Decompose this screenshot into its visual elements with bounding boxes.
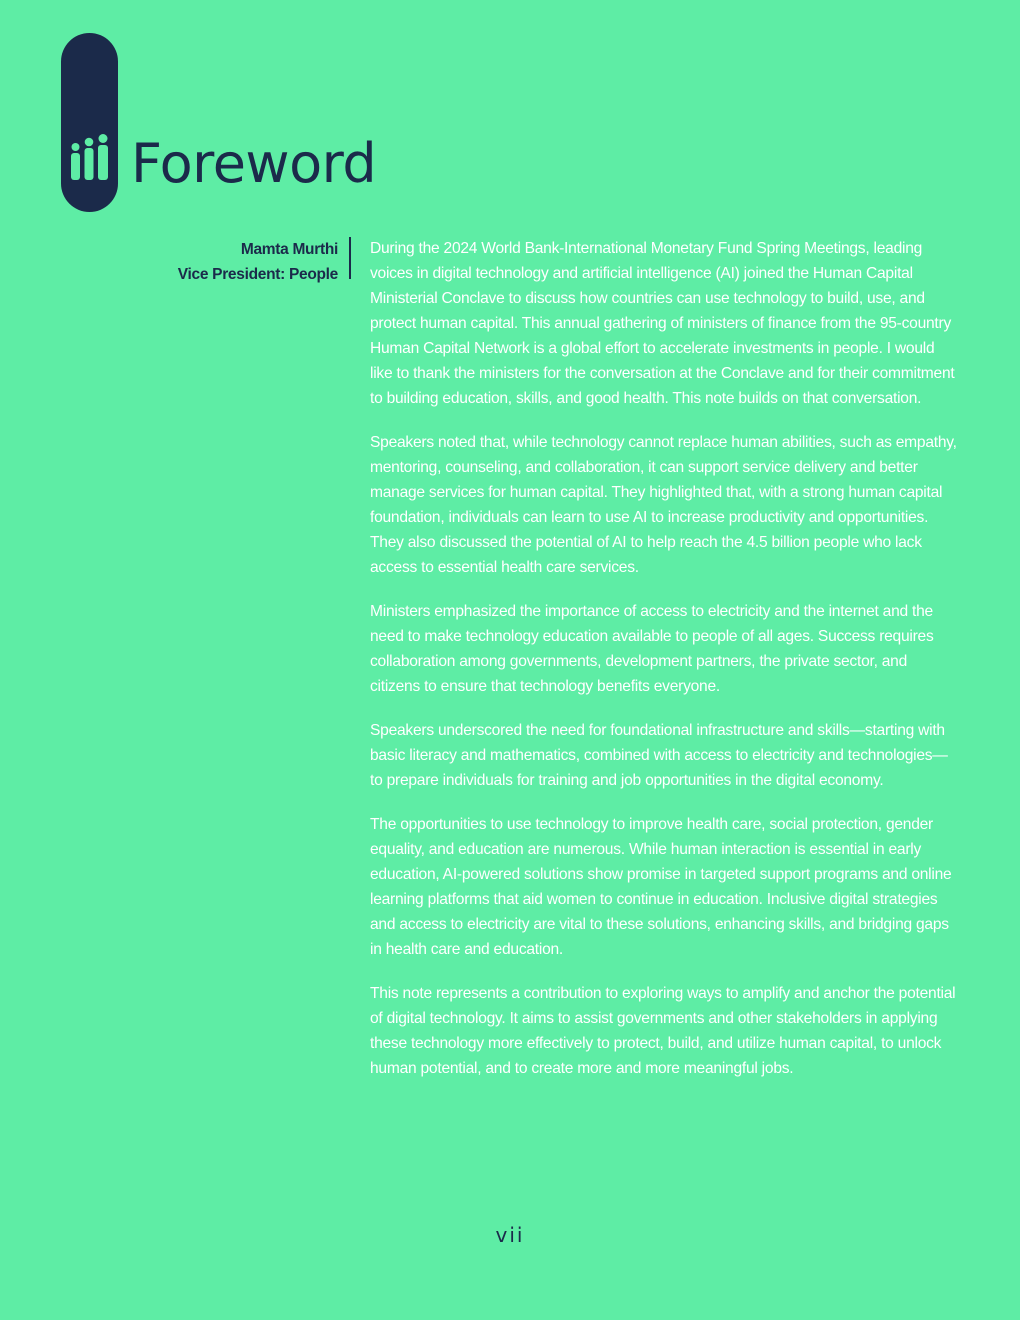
page-title: Foreword bbox=[131, 132, 377, 195]
author-block bbox=[100, 237, 338, 287]
author-role: Vice President: People bbox=[177, 266, 338, 283]
paragraph: The opportunities to use technology to improve health care, social protection, gender equality, and education are numerous. While human interaction is essential in early education, AI-powered solutions show promise in targeted support programs and online learning platforms that aid women to continue in education. Inclusive digital strategies and access to electricity are vital to these solutions, enhancing skills, and bridging gaps in health care and education. bbox=[370, 816, 952, 958]
author-name: Mamta Murthi bbox=[240, 241, 338, 258]
paragraph: Ministers emphasized the importance of access to electricity and the internet and the need to make technology education available to people of all ages. Success requires collaboration among governments, development partners, the private sector, and citizens to ensure that technology benefits everyone. bbox=[370, 603, 934, 695]
paragraph: This note represents a contribution to exploring ways to amplify and anchor the potential of digital technology. It aims to assist governments and other stakeholders in applying these technology more effectively to protect, build, and utilize human capital, to unlock human potential, and to create more and more meaningful jobs. bbox=[370, 985, 956, 1077]
bar-chart-people-icon bbox=[70, 134, 110, 180]
page-number: vii bbox=[495, 1223, 525, 1247]
foreword-body bbox=[370, 236, 960, 1100]
paragraph: Speakers noted that, while technology cannot replace human abilities, such as empathy, mentoring, counseling, and collaboration, it can support service delivery and better manage services for human capital. They highlighted that, with a strong human capital foundation, individuals can learn to use AI to increase productivity and opportunities. They also discussed the potential of AI to help reach the 4.5 billion people who lack access to essential health care services. bbox=[370, 434, 957, 576]
paragraph: Speakers underscored the need for foundational infrastructure and skills—starting with basic literacy and mathematics, combined with access to electricity and technologies—to prepare individuals for training and job opportunities in the digital economy. bbox=[370, 722, 948, 789]
author-divider bbox=[349, 237, 351, 279]
paragraph: During the 2024 World Bank-International Monetary Fund Spring Meetings, leading voices in digital technology and artificial intelligence (AI) joined the Human Capital Ministerial Conclave to discuss how countries can use technology to build, use, and protect human capital. This annual gathering of ministers of finance from the 95-country Human Capital Network is a global effort to accelerate investments in people. I would like to thank the ministers for the conversation at the Conclave and for their commitment to building education, skills, and good health. This note builds on that conversation. bbox=[370, 240, 955, 407]
title-pill-decoration bbox=[61, 33, 118, 212]
